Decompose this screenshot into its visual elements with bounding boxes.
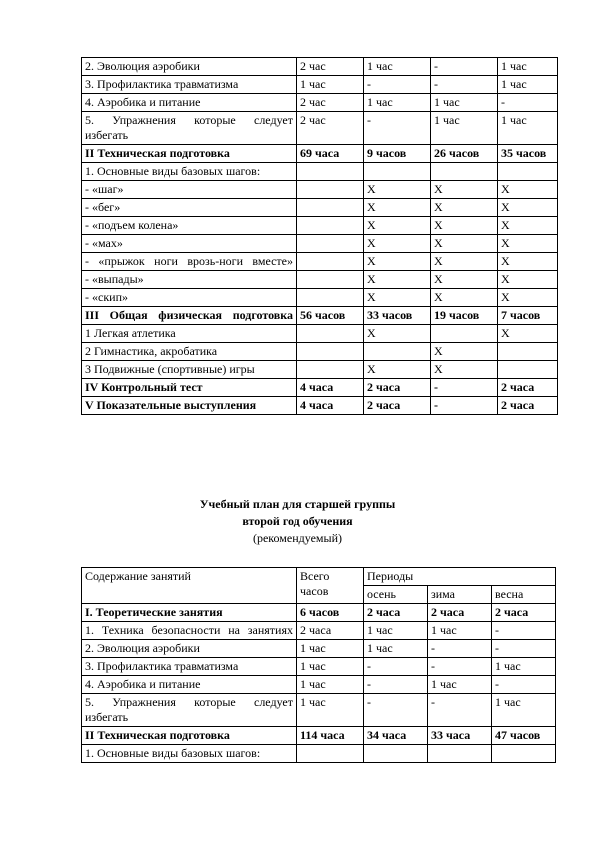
- cell-total: 114 часа: [297, 727, 364, 745]
- cell-total: 1 час: [297, 694, 364, 727]
- cell-total: [297, 325, 364, 343]
- cell-total: 2 часа: [297, 622, 364, 640]
- cell-autumn: X: [364, 235, 431, 253]
- cell-winter: -: [431, 397, 498, 415]
- cell-winter: X: [431, 343, 498, 361]
- cell-autumn: 33 часов: [364, 307, 431, 325]
- cell-total: 2 час: [297, 58, 364, 76]
- study-plan-table-continued: [81, 57, 558, 415]
- cell-total: [297, 163, 364, 181]
- section-heading: [0, 496, 595, 547]
- cell-total: [297, 217, 364, 235]
- cell-content: 4. Аэробика и питание: [82, 676, 297, 694]
- cell-autumn: X: [364, 199, 431, 217]
- cell-total: 4 часа: [297, 397, 364, 415]
- cell-total: 1 час: [297, 658, 364, 676]
- cell-winter: X: [431, 289, 498, 307]
- cell-winter: -: [431, 379, 498, 397]
- cell-spring: X: [498, 199, 558, 217]
- cell-spring: X: [498, 325, 558, 343]
- cell-spring: X: [498, 235, 558, 253]
- cell-spring: [498, 343, 558, 361]
- cell-autumn: 2 часа: [364, 397, 431, 415]
- cell-content: 2 Гимнастика, акробатика: [82, 343, 297, 361]
- cell-autumn: X: [364, 181, 431, 199]
- cell-winter: 1 час: [428, 622, 492, 640]
- cell-winter: X: [431, 253, 498, 271]
- cell-spring: 47 часов: [492, 727, 556, 745]
- cell-autumn: 34 часа: [364, 727, 428, 745]
- cell-spring: [498, 163, 558, 181]
- cell-total: 2 час: [297, 94, 364, 112]
- cell-autumn: 1 час: [364, 94, 431, 112]
- cell-spring: 1 час: [498, 76, 558, 94]
- cell-winter: 2 часа: [428, 604, 492, 622]
- table-row: [82, 76, 558, 94]
- cell-content: IV Контрольный тест: [82, 379, 297, 397]
- cell-content: - «мах»: [82, 235, 297, 253]
- table-header-row: [82, 568, 556, 586]
- cell-spring: 2 часа: [498, 379, 558, 397]
- study-plan-table-senior-year2: [81, 567, 556, 763]
- cell-spring: 1 час: [498, 112, 558, 145]
- table-row: [82, 217, 558, 235]
- cell-total: 69 часа: [297, 145, 364, 163]
- cell-winter: X: [431, 361, 498, 379]
- table-row: [82, 94, 558, 112]
- cell-autumn: -: [364, 694, 428, 727]
- cell-content: - «выпады»: [82, 271, 297, 289]
- header-content: Содержание занятий: [82, 568, 297, 604]
- cell-winter: [431, 325, 498, 343]
- header-periods: Периоды: [364, 568, 556, 586]
- cell-content: 3. Профилактика травматизма: [82, 658, 297, 676]
- cell-autumn: X: [364, 217, 431, 235]
- cell-autumn: X: [364, 271, 431, 289]
- cell-content: III Общая физическая подготовка: [82, 307, 297, 325]
- table-row: [82, 604, 556, 622]
- cell-winter: 1 час: [431, 94, 498, 112]
- cell-autumn: [364, 745, 428, 763]
- cell-content: II Техническая подготовка: [82, 145, 297, 163]
- cell-total: 6 часов: [297, 604, 364, 622]
- heading-line-1: Учебный план для старшей группы: [199, 497, 396, 511]
- cell-total: [297, 253, 364, 271]
- table-row: [82, 235, 558, 253]
- cell-content: 3 Подвижные (спортивные) игры: [82, 361, 297, 379]
- heading-line-3: (рекомендуемый): [252, 531, 342, 545]
- cell-total: [297, 361, 364, 379]
- cell-total: 1 час: [297, 640, 364, 658]
- cell-total: 4 часа: [297, 379, 364, 397]
- cell-content: 2. Эволюция аэробики: [82, 640, 297, 658]
- cell-total: 1 час: [297, 76, 364, 94]
- cell-winter: [431, 163, 498, 181]
- table-row: [82, 727, 556, 745]
- header-winter: зима: [428, 586, 492, 604]
- header-spring: весна: [492, 586, 556, 604]
- cell-autumn: -: [364, 658, 428, 676]
- table-row: [82, 379, 558, 397]
- heading-line-2: второй год обучения: [242, 514, 353, 528]
- cell-content: 1. Основные виды базовых шагов:: [82, 745, 297, 763]
- cell-spring: [492, 745, 556, 763]
- cell-autumn: -: [364, 676, 428, 694]
- cell-content: - «прыжок ноги врозь-ноги вместе»: [82, 253, 297, 271]
- cell-winter: X: [431, 181, 498, 199]
- cell-content: - «подъем колена»: [82, 217, 297, 235]
- cell-content: 1. Основные виды базовых шагов:: [82, 163, 297, 181]
- cell-winter: 26 часов: [431, 145, 498, 163]
- cell-winter: X: [431, 199, 498, 217]
- cell-spring: X: [498, 217, 558, 235]
- cell-content: V Показательные выступления: [82, 397, 297, 415]
- cell-spring: 1 час: [492, 658, 556, 676]
- cell-spring: 2 часа: [498, 397, 558, 415]
- table-row: [82, 622, 556, 640]
- cell-content: - «шаг»: [82, 181, 297, 199]
- cell-spring: 1 час: [498, 58, 558, 76]
- cell-total: [297, 745, 364, 763]
- cell-spring: X: [498, 271, 558, 289]
- cell-spring: [498, 361, 558, 379]
- cell-spring: 1 час: [492, 694, 556, 727]
- table-row: [82, 307, 558, 325]
- header-autumn: осень: [364, 586, 428, 604]
- cell-winter: X: [431, 235, 498, 253]
- table-row: [82, 58, 558, 76]
- cell-total: 56 часов: [297, 307, 364, 325]
- cell-content: - «скип»: [82, 289, 297, 307]
- table-row: [82, 397, 558, 415]
- table-row: [82, 325, 558, 343]
- cell-content: 3. Профилактика травматизма: [82, 76, 297, 94]
- cell-spring: -: [498, 94, 558, 112]
- cell-autumn: 2 часа: [364, 379, 431, 397]
- cell-content: 4. Аэробика и питание: [82, 94, 297, 112]
- table-row: [82, 271, 558, 289]
- cell-autumn: -: [364, 112, 431, 145]
- cell-winter: X: [431, 217, 498, 235]
- cell-total: [297, 271, 364, 289]
- cell-content: 5. Упражнения которые следует избегать: [82, 694, 297, 727]
- cell-content: 5. Упражнения которые следует избегать: [82, 112, 297, 145]
- cell-winter: -: [428, 694, 492, 727]
- cell-content: - «бег»: [82, 199, 297, 217]
- cell-autumn: X: [364, 325, 431, 343]
- cell-total: 2 час: [297, 112, 364, 145]
- cell-autumn: 9 часов: [364, 145, 431, 163]
- table-row: [82, 640, 556, 658]
- cell-winter: X: [431, 271, 498, 289]
- cell-content: II Техническая подготовка: [82, 727, 297, 745]
- cell-autumn: 1 час: [364, 622, 428, 640]
- cell-autumn: -: [364, 76, 431, 94]
- table-row: [82, 253, 558, 271]
- cell-content: 2. Эволюция аэробики: [82, 58, 297, 76]
- cell-winter: 1 час: [428, 676, 492, 694]
- table-row: [82, 694, 556, 727]
- table-row: [82, 343, 558, 361]
- cell-total: [297, 289, 364, 307]
- cell-autumn: X: [364, 289, 431, 307]
- cell-winter: -: [428, 640, 492, 658]
- cell-winter: [428, 745, 492, 763]
- cell-content: 1 Легкая атлетика: [82, 325, 297, 343]
- table-row: [82, 361, 558, 379]
- cell-autumn: [364, 163, 431, 181]
- table-row: [82, 145, 558, 163]
- cell-winter: 33 часа: [428, 727, 492, 745]
- cell-winter: -: [431, 76, 498, 94]
- table-row: [82, 658, 556, 676]
- cell-winter: 19 часов: [431, 307, 498, 325]
- cell-content: 1. Техника безопасности на занятиях: [82, 622, 297, 640]
- cell-autumn: 1 час: [364, 640, 428, 658]
- table-row: [82, 163, 558, 181]
- cell-spring: X: [498, 181, 558, 199]
- cell-spring: 7 часов: [498, 307, 558, 325]
- table-row: [82, 112, 558, 145]
- cell-autumn: X: [364, 253, 431, 271]
- cell-spring: -: [492, 622, 556, 640]
- cell-spring: X: [498, 289, 558, 307]
- cell-total: 1 час: [297, 676, 364, 694]
- cell-spring: -: [492, 640, 556, 658]
- cell-spring: 35 часов: [498, 145, 558, 163]
- table-row: [82, 676, 556, 694]
- cell-spring: -: [492, 676, 556, 694]
- cell-winter: -: [431, 58, 498, 76]
- cell-autumn: X: [364, 361, 431, 379]
- cell-spring: X: [498, 253, 558, 271]
- cell-spring: 2 часа: [492, 604, 556, 622]
- table-row: [82, 181, 558, 199]
- table-row: [82, 745, 556, 763]
- cell-content: I. Теоретические занятия: [82, 604, 297, 622]
- cell-autumn: [364, 343, 431, 361]
- cell-total: [297, 235, 364, 253]
- table-row: [82, 289, 558, 307]
- cell-autumn: 1 час: [364, 58, 431, 76]
- cell-total: [297, 343, 364, 361]
- header-total: Всего часов: [297, 568, 364, 604]
- cell-winter: -: [428, 658, 492, 676]
- cell-autumn: 2 часа: [364, 604, 428, 622]
- cell-total: [297, 199, 364, 217]
- cell-total: [297, 181, 364, 199]
- cell-winter: 1 час: [431, 112, 498, 145]
- table-row: [82, 199, 558, 217]
